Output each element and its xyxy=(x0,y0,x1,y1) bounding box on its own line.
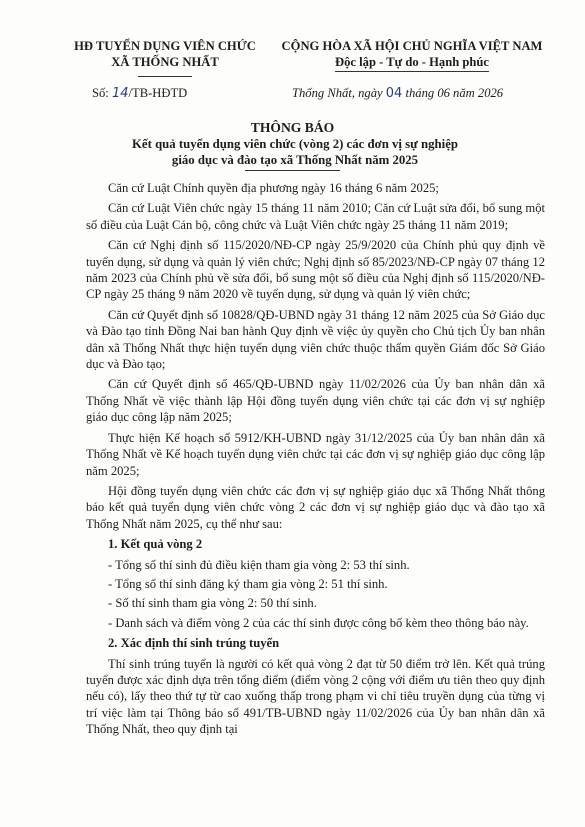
issuing-body-line1: HĐ TUYỂN DỤNG VIÊN CHỨC xyxy=(74,39,256,53)
paragraph-legal-basis-3: Căn cứ Nghị định số 115/2020/NĐ-CP ngày 25/9/2020 của Chính phủ quy định về tuyển dụng, sử dụng và quản lý viên chức; Nghị định số 85/2023/NĐ-CP ngày 07 tháng 12 năm 2023 của Chính phủ về sửa đổi, bổ sung một số điều của Nghị định số 115/2020/NĐ-CP ngày 25 tháng 9 năm 2020 về tuyển dụng, sử dụng và quản lý viên chức; xyxy=(86,238,545,302)
issue-date-prefix: Thống Nhất, ngày xyxy=(292,86,383,100)
issue-date xyxy=(292,86,503,101)
paragraph-plan: Thực hiện Kế hoạch số 5912/KH-UBND ngày 31/12/2025 của Ủy ban nhân dân xã Thống Nhất về Kế hoạch tuyển dụng viên chức tại các đơn vị sự nghiệp giáo dục công lập năm 2025; xyxy=(86,430,545,478)
paragraph-legal-basis-2: Căn cứ Luật Viên chức ngày 15 tháng 11 năm 2010; Căn cứ Luật sửa đổi, bổ sung một số điều của Luật Cán bộ, công chức và Luật Viên chức ngày 25 tháng 11 năm 2019; xyxy=(86,201,545,232)
document-number-handwritten: 14 xyxy=(111,86,129,101)
paragraph-announcement: Hội đồng tuyển dụng viên chức các đơn vị sự nghiệp giáo dục xã Thống Nhất thông báo kết quả tuyển dụng viên chức vòng 2 các đơn vị sự nghiệp giáo dục và đào tạo xã Thống Nhất năm 2025, cụ thể như sau: xyxy=(86,483,545,531)
title-underline xyxy=(245,170,340,171)
national-motto: Độc lập - Tự do - Hạnh phúc xyxy=(335,54,489,72)
document-body xyxy=(86,180,545,742)
document-subtitle-line2: giáo dục và đào tạo xã Thống Nhất năm 2025 xyxy=(171,153,419,167)
issuing-body xyxy=(60,38,270,70)
paragraph-legal-basis-5: Căn cứ Quyết định số 465/QĐ-UBND ngày 11/02/2026 của Ủy ban nhân dân xã Thống Nhất về việc thành lập Hội đồng tuyển dụng viên chức tại các đơn vị sự nghiệp giáo dục công lập năm 2025; xyxy=(86,377,545,425)
section-heading-successful-candidates: 2. Xác định thí sinh trúng tuyển xyxy=(108,636,280,651)
list-item: - Tổng số thí sinh đủ điều kiện tham gia vòng 2: 53 thí sinh. xyxy=(108,557,410,572)
paragraph-selection-criteria: Thí sinh trúng tuyển là người có kết quả vòng 2 đạt từ 50 điểm trở lên. Kết quả trúng tuyển được xác định dựa trên tổng điểm (điểm vòng 2 cộng với điểm ưu tiên theo quy định nếu có), lấy theo thứ tự từ cao xuống thấp trong phạm vi chỉ tiêu truyền dụng của từng vị trí việc làm tại Thông báo số 491/TB-UBND ngày 11/02/2026 của Ủy ban nhân dân xã Thống Nhất, theo quy định tại xyxy=(86,656,545,737)
document-subtitle xyxy=(80,136,510,168)
document-title: THÔNG BÁO xyxy=(250,120,335,135)
issuing-body-line2: XÃ THỐNG NHẤT xyxy=(111,55,219,69)
list-item: - Danh sách và điểm vòng 2 của các thí sinh được công bố kèm theo thông báo này. xyxy=(108,615,529,630)
paragraph-legal-basis-4: Căn cứ Quyết định số 10828/QĐ-UBND ngày 31 tháng 12 năm 2025 của Sở Giáo dục và Đào tạo tỉnh Đồng Nai ban hành Quy định về việc ủy quyền cho Chủ tịch Ủy ban nhân dân xã Thống Nhất thực hiện tuyển dụng viên chức thuộc thẩm quyền Giám đốc Sở Giáo dục và Đào tạo; xyxy=(86,307,545,372)
document-subtitle-line1: Kết quả tuyển dụng viên chức (vòng 2) các đơn vị sự nghiệp xyxy=(131,137,459,151)
issuing-body-underline xyxy=(138,76,192,77)
document-number-prefix: Số: xyxy=(92,86,109,100)
paragraph-legal-basis-1: Căn cứ Luật Chính quyền địa phương ngày 16 tháng 6 năm 2025; xyxy=(108,181,439,195)
section-heading-round2-results: 1. Kết quả vòng 2 xyxy=(108,537,203,552)
national-header xyxy=(262,38,562,72)
list-item: - Số thí sinh tham gia vòng 2: 50 thí sinh. xyxy=(108,596,317,611)
issue-date-day-handwritten: 04 xyxy=(385,86,403,101)
document-number-suffix: /TB-HĐTD xyxy=(128,86,188,100)
national-title: CỘNG HÒA XÃ HỘI CHỦ NGHĨA VIỆT NAM xyxy=(281,39,543,53)
list-item: - Tổng số thí sinh đăng ký tham gia vòng 2: 51 thí sinh. xyxy=(108,576,388,591)
issue-date-suffix: tháng 06 năm 2026 xyxy=(405,86,504,100)
document-number xyxy=(92,86,187,101)
